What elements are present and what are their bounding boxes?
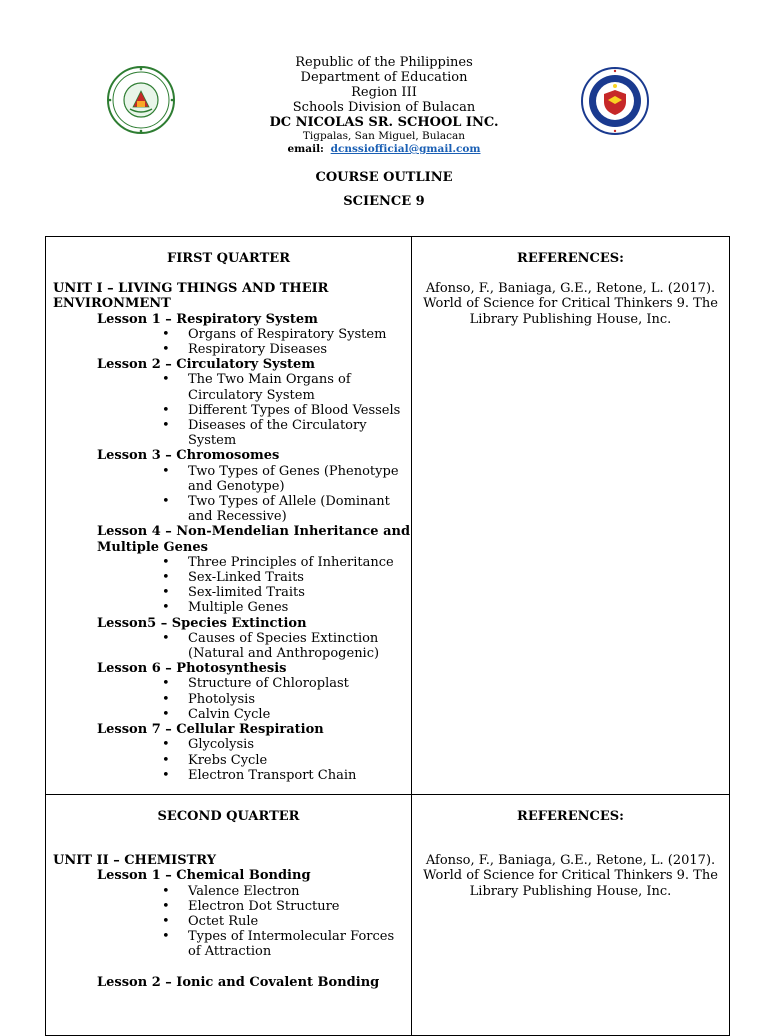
email-label: email: [287,143,324,155]
lesson-topic: • Multiple Genes [46,600,411,615]
lesson-topic: • Two Types of Genes (Phenotype and Genotype) [46,464,411,494]
lesson-topic: • Glycolysis [46,737,411,752]
lesson-title: Lesson 1 – Chemical Bonding [97,868,311,884]
lesson-topic-list [46,631,411,661]
letterhead [0,55,768,156]
second-quarter-heading: SECOND QUARTER [157,809,300,824]
lesson-topic: • Causes of Species Extinction (Natural and Anthropogenic) [46,631,411,661]
lesson-title: Lesson 1 – Respiratory System [97,311,318,327]
reference-entry: Afonso, F., Baniaga, G.E., Retone, L. (2017). World of Science for Critical Thinkers 9. The Library Publishing House, Inc. [423,281,718,327]
lesson-topic: • Valence Electron [46,884,411,899]
reference-entry: Afonso, F., Baniaga, G.E., Retone, L. (2017). World of Science for Critical Thinkers 9. The Library Publishing House, Inc. [423,853,718,899]
lesson-topic: • Calvin Cycle [46,707,411,722]
course-outline-title: COURSE OUTLINE [315,170,453,185]
school-name: DC NICOLAS SR. SCHOOL INC. [269,115,499,130]
lesson-topic: • Types of Intermolecular Forces of Attraction [46,929,411,959]
second-quarter-row [46,795,730,1036]
lesson-topic: • Three Principles of Inheritance [46,555,411,570]
letterhead-line-division: Schools Division of Bulacan [292,100,476,115]
lesson-topic: • Sex-limited Traits [46,585,411,600]
course-outline-table [45,236,730,1036]
lesson-title: Lesson5 – Species Extinction [97,615,307,631]
lesson-topic: • Photolysis [46,692,411,707]
lesson-title: Lesson 4 – Non-Mendelian Inheritance and Multiple Genes [97,524,411,555]
lesson-topic-list [46,676,411,722]
lesson-topic: • Octet Rule [46,914,411,929]
unit-heading: UNIT II – CHEMISTRY [53,853,216,869]
lesson-topic-list [46,372,411,448]
lesson-topic-list [46,737,411,783]
second-quarter-cell [46,795,412,1036]
school-address: Tigpalas, San Miguel, Bulacan [302,130,466,142]
lesson-topic: • Respiratory Diseases [46,342,411,357]
lesson-title: Lesson 2 – Ionic and Covalent Bonding [97,974,380,990]
first-quarter-heading: FIRST QUARTER [166,251,290,266]
lesson-topic: • Structure of Chloroplast [46,676,411,691]
first-quarter-references-cell [412,237,730,795]
lesson-topic-list [46,327,411,357]
lesson-topic-list [46,555,411,616]
lesson-title: Lesson 6 – Photosynthesis [97,661,287,677]
second-quarter-references-cell [412,795,730,1036]
lesson-topic-list [46,884,411,960]
unit-heading: UNIT I – LIVING THINGS AND THEIR ENVIRONMENT [53,281,329,312]
lesson-topic: • Organs of Respiratory System [46,327,411,342]
lesson-title: Lesson 2 – Circulatory System [97,357,316,373]
lesson-topic: • Krebs Cycle [46,753,411,768]
lesson-title: Lesson 7 – Cellular Respiration [97,722,324,738]
lesson-topic: • Different Types of Blood Vessels [46,403,411,418]
first-quarter-row [46,237,730,795]
email-link[interactable]: dcnssiofficial@gmail.com [330,143,481,155]
references-heading: REFERENCES: [517,809,624,824]
lesson-topic-list [46,464,411,525]
lesson-topic: • Sex-Linked Traits [46,570,411,585]
lesson-topic: • Electron Transport Chain [46,768,411,783]
lesson-topic: • The Two Main Organs of Circulatory System [46,372,411,402]
letterhead-line-region: Region III [351,85,417,100]
lesson-topic: • Diseases of the Circulatory System [46,418,411,448]
school-email [0,143,768,156]
first-quarter-cell [46,237,412,795]
letterhead-line-republic: Republic of the Philippines [295,55,473,70]
lesson-topic: • Electron Dot Structure [46,899,411,914]
references-heading: REFERENCES: [517,251,624,266]
lesson-title: Lesson 3 – Chromosomes [97,448,280,464]
lesson-topic: • Two Types of Allele (Dominant and Recessive) [46,494,411,524]
letterhead-line-department: Department of Education [300,70,468,85]
subject-title: SCIENCE 9 [343,194,425,209]
